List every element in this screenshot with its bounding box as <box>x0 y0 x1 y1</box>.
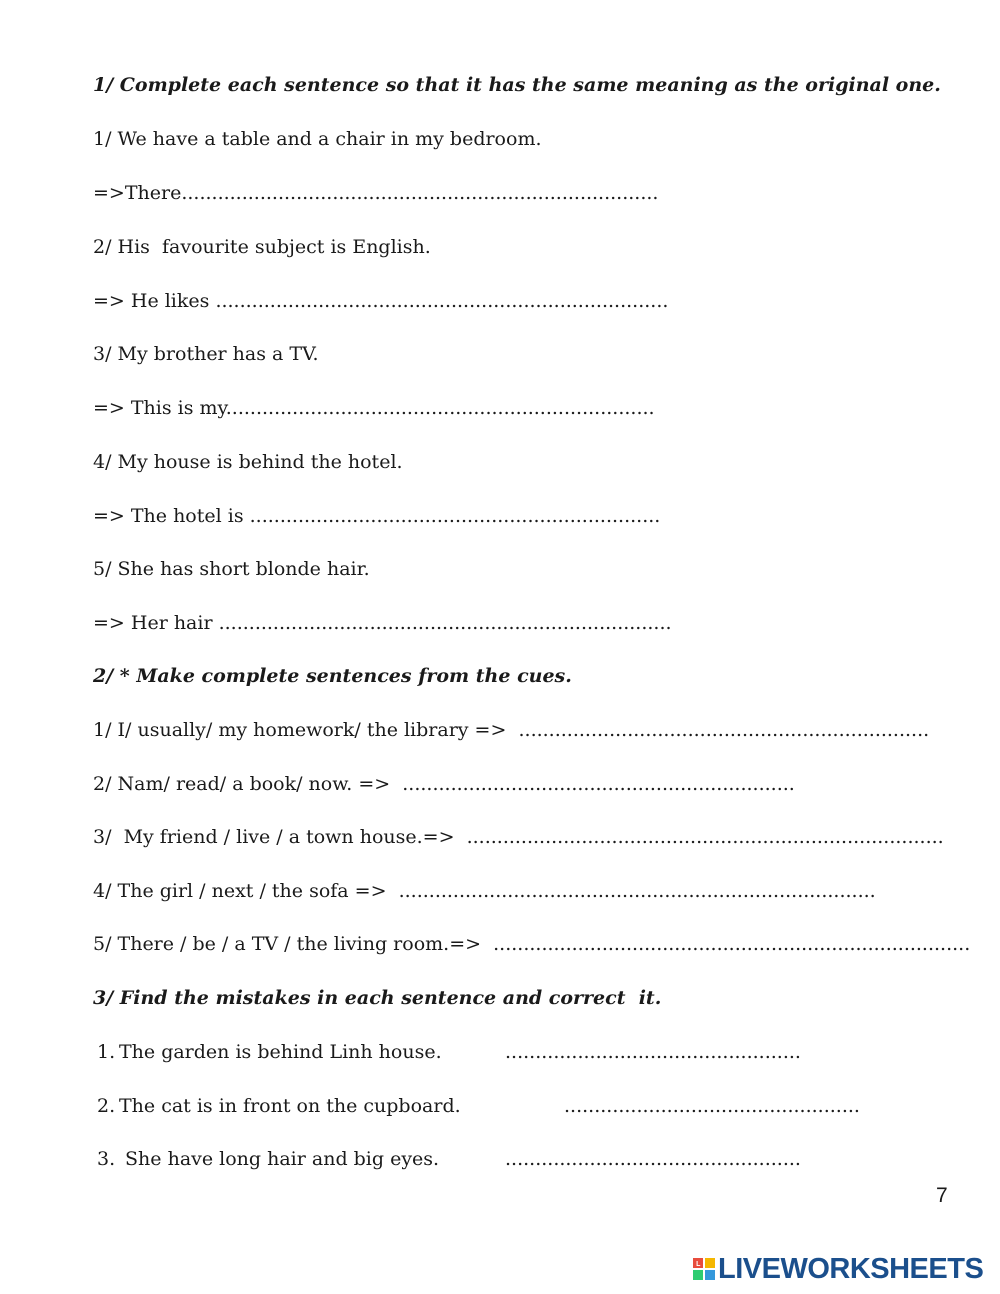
s2-item3-cue: 3/ My friend / live / a town house.=> <box>93 826 467 848</box>
s3-item1-sentence: The garden is behind Linh house. <box>119 1041 442 1063</box>
s3-item3-answer-blank[interactable]: ................................................. <box>505 1148 801 1170</box>
page-number: 7 <box>936 1184 948 1207</box>
s2-item4 <box>93 879 876 903</box>
s3-item3-sentence: She have long hair and big eyes. <box>119 1148 440 1170</box>
section3-heading: 3/ Find the mistakes in each sentence and correct it. <box>93 987 662 1009</box>
brand-logo-footer[interactable] <box>692 1252 983 1286</box>
s2-item4-answer-blank[interactable]: ............................................................................... <box>398 880 876 902</box>
s2-item2 <box>93 772 795 796</box>
s3-item3-number: 3. <box>97 1148 116 1170</box>
s1-item2-answer-blank[interactable]: ........................................................................... <box>215 290 669 312</box>
s1-item3-answer-line <box>93 396 655 420</box>
section1-heading: 1/ Complete each sentence so that it has the same meaning as the original one. <box>93 74 941 96</box>
s2-item1-answer-blank[interactable]: .................................................................... <box>518 719 930 741</box>
s2-item4-cue: 4/ The girl / next / the sofa => <box>93 880 399 902</box>
s1-item4-answer-blank[interactable]: .................................................................... <box>249 505 661 527</box>
s2-item1 <box>93 718 929 742</box>
s1-item5-prompt: 5/ She has short blonde hair. <box>93 558 370 580</box>
logo-letters: L <box>696 1261 700 1268</box>
s2-item5 <box>93 932 970 956</box>
s1-item1-answer-blank[interactable]: ............................................................................... <box>181 182 659 204</box>
s2-item2-answer-blank[interactable]: ................................................................. <box>402 773 795 795</box>
s2-item1-cue: 1/ I/ usually/ my homework/ the library => <box>93 719 519 741</box>
s3-item3 <box>97 1147 439 1171</box>
s1-item2-answer-line <box>93 289 668 313</box>
liveworksheets-logo-icon <box>692 1256 716 1282</box>
s1-item1-answer-line <box>93 181 658 205</box>
s1-item5-answer-blank[interactable]: ........................................................................... <box>218 612 672 634</box>
s2-item5-answer-blank[interactable]: ............................................................................... <box>493 933 971 955</box>
s3-item1-answer-blank[interactable]: ................................................. <box>505 1041 801 1063</box>
section2-heading: 2/ * Make complete sentences from the cues. <box>93 665 572 687</box>
s3-item1 <box>97 1040 442 1064</box>
s2-item3 <box>93 825 944 849</box>
s2-item5-cue: 5/ There / be / a TV / the living room.=> <box>93 933 494 955</box>
s1-item2-answer-start: => He likes <box>93 290 216 312</box>
s2-item3-answer-blank[interactable]: ............................................................................... <box>466 826 944 848</box>
s3-item1-number: 1. <box>97 1041 116 1063</box>
s1-item4-prompt: 4/ My house is behind the hotel. <box>93 451 403 473</box>
s1-item5-answer-start: => Her hair <box>93 612 219 634</box>
s3-item2-answer-blank[interactable]: ................................................. <box>564 1095 860 1117</box>
s1-item2-prompt: 2/ His favourite subject is English. <box>93 236 431 258</box>
s1-item1-answer-start: =>There <box>93 182 182 204</box>
s1-item5-answer-line <box>93 611 672 635</box>
s3-item2-number: 2. <box>97 1095 116 1117</box>
s2-item2-cue: 2/ Nam/ read/ a book/ now. => <box>93 773 403 795</box>
s3-item2 <box>97 1094 461 1118</box>
s1-item1-prompt: 1/ We have a table and a chair in my bedroom. <box>93 128 542 150</box>
s1-item4-answer-start: => The hotel is <box>93 505 250 527</box>
s1-item3-answer-start: => This is my <box>93 397 226 419</box>
s1-item3-prompt: 3/ My brother has a TV. <box>93 343 319 365</box>
brand-name: LIVEWORKSHEETS <box>718 1252 984 1285</box>
s1-item3-answer-blank[interactable]: ....................................................................... <box>225 397 655 419</box>
s3-item2-sentence: The cat is in front on the cupboard. <box>119 1095 461 1117</box>
s1-item4-answer-line <box>93 504 660 528</box>
